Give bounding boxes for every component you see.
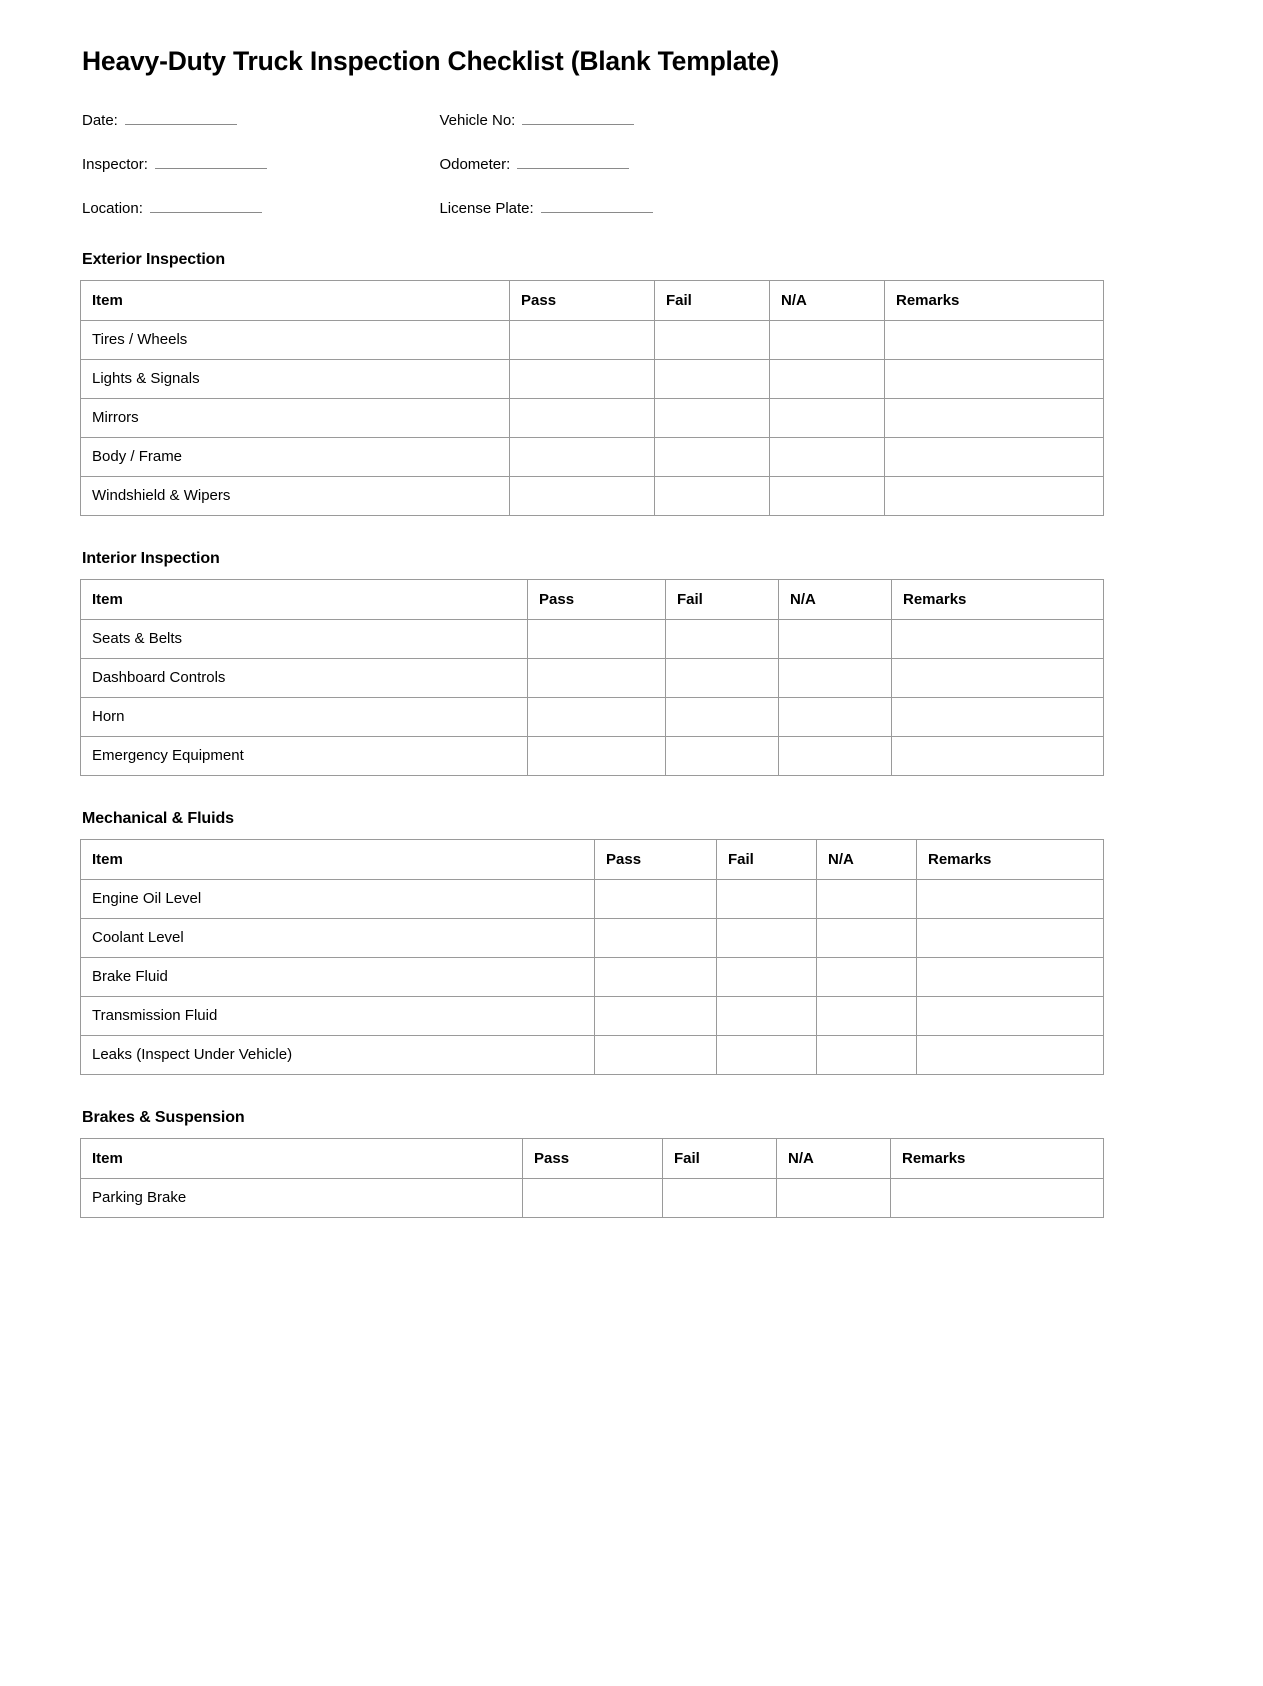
table-row (81, 1035, 1104, 1074)
fail-cell[interactable] (717, 879, 817, 918)
remarks-cell[interactable] (917, 996, 1104, 1035)
pass-cell[interactable] (510, 437, 655, 476)
column-header-fail: Fail (666, 579, 779, 619)
table-row (81, 697, 1104, 736)
item-label: Seats & Belts (81, 619, 528, 658)
item-label: Leaks (Inspect Under Vehicle) (81, 1035, 595, 1074)
pass-cell[interactable] (595, 957, 717, 996)
na-cell[interactable] (770, 320, 885, 359)
section-title-exterior: Exterior Inspection (82, 250, 226, 268)
na-cell[interactable] (779, 697, 892, 736)
column-header-remarks: Remarks (917, 839, 1104, 879)
fail-cell[interactable] (717, 1035, 817, 1074)
section-mechanical (80, 810, 1183, 1075)
column-header-remarks: Remarks (891, 1138, 1104, 1178)
remarks-cell[interactable] (917, 918, 1104, 957)
remarks-cell[interactable] (885, 476, 1104, 515)
column-header-na: N/A (817, 839, 917, 879)
header-field-row (82, 199, 782, 217)
field-vehicle-no (439, 111, 782, 129)
remarks-cell[interactable] (892, 619, 1104, 658)
pass-cell[interactable] (510, 476, 655, 515)
item-label: Transmission Fluid (81, 996, 595, 1035)
field-location-input[interactable] (150, 199, 262, 213)
na-cell[interactable] (817, 957, 917, 996)
column-header-fail: Fail (717, 839, 817, 879)
pass-cell[interactable] (528, 736, 666, 775)
remarks-cell[interactable] (892, 697, 1104, 736)
na-cell[interactable] (770, 359, 885, 398)
table-header-row (81, 839, 1104, 879)
table-row (81, 398, 1104, 437)
na-cell[interactable] (817, 918, 917, 957)
fail-cell[interactable] (717, 957, 817, 996)
checklist-table-exterior (80, 280, 1104, 516)
remarks-cell[interactable] (917, 879, 1104, 918)
pass-cell[interactable] (523, 1178, 663, 1217)
remarks-cell[interactable] (891, 1178, 1104, 1217)
na-cell[interactable] (777, 1178, 891, 1217)
column-header-na: N/A (779, 579, 892, 619)
field-odometer (439, 155, 782, 173)
field-inspector-label: Inspector: (82, 155, 148, 173)
column-header-pass: Pass (523, 1138, 663, 1178)
fail-cell[interactable] (666, 658, 779, 697)
na-cell[interactable] (779, 658, 892, 697)
checklist-table-mechanical (80, 839, 1104, 1075)
section-title-brakes: Brakes & Suspension (82, 1108, 245, 1126)
column-header-item: Item (81, 1138, 523, 1178)
pass-cell[interactable] (510, 359, 655, 398)
fail-cell[interactable] (717, 996, 817, 1035)
fail-cell[interactable] (655, 359, 770, 398)
column-header-item: Item (81, 579, 528, 619)
item-label: Dashboard Controls (81, 658, 528, 697)
remarks-cell[interactable] (885, 320, 1104, 359)
column-header-na: N/A (777, 1138, 891, 1178)
fail-cell[interactable] (666, 697, 779, 736)
item-label: Windshield & Wipers (81, 476, 510, 515)
field-date-label: Date: (82, 111, 118, 129)
table-row (81, 736, 1104, 775)
item-label: Body / Frame (81, 437, 510, 476)
pass-cell[interactable] (595, 996, 717, 1035)
item-label: Parking Brake (81, 1178, 523, 1217)
header-field-row (82, 155, 782, 173)
pass-cell[interactable] (595, 918, 717, 957)
checklist-table-brakes (80, 1138, 1104, 1218)
na-cell[interactable] (817, 996, 917, 1035)
field-odometer-label: Odometer: (439, 155, 511, 173)
item-label: Coolant Level (81, 918, 595, 957)
table-row (81, 918, 1104, 957)
item-label: Emergency Equipment (81, 736, 528, 775)
header-field-row (82, 111, 782, 129)
column-header-item: Item (81, 839, 595, 879)
field-location (82, 199, 439, 217)
table-row (81, 658, 1104, 697)
remarks-cell[interactable] (892, 658, 1104, 697)
pass-cell[interactable] (595, 1035, 717, 1074)
pass-cell[interactable] (528, 619, 666, 658)
na-cell[interactable] (817, 879, 917, 918)
pass-cell[interactable] (528, 697, 666, 736)
column-header-na: N/A (770, 280, 885, 320)
field-inspector (82, 155, 439, 173)
field-date (82, 111, 439, 129)
fail-cell[interactable] (717, 918, 817, 957)
na-cell[interactable] (770, 476, 885, 515)
section-interior (80, 550, 1183, 776)
table-row (81, 957, 1104, 996)
fail-cell[interactable] (655, 320, 770, 359)
table-row (81, 619, 1104, 658)
item-label: Brake Fluid (81, 957, 595, 996)
table-row (81, 359, 1104, 398)
remarks-cell[interactable] (917, 1035, 1104, 1074)
table-row (81, 996, 1104, 1035)
table-row (81, 437, 1104, 476)
fail-cell[interactable] (655, 437, 770, 476)
field-vehicle-no-input[interactable] (522, 111, 634, 125)
table-header-row (81, 579, 1104, 619)
item-label: Engine Oil Level (81, 879, 595, 918)
remarks-cell[interactable] (885, 437, 1104, 476)
field-inspector-input[interactable] (155, 155, 267, 169)
column-header-remarks: Remarks (892, 579, 1104, 619)
column-header-item: Item (81, 280, 510, 320)
table-header-row (81, 1138, 1104, 1178)
table-row (81, 1178, 1104, 1217)
column-header-pass: Pass (595, 839, 717, 879)
page-title: Heavy-Duty Truck Inspection Checklist (Blank Template) (82, 46, 780, 76)
column-header-pass: Pass (510, 280, 655, 320)
na-cell[interactable] (770, 437, 885, 476)
pass-cell[interactable] (510, 320, 655, 359)
field-license-plate-input[interactable] (541, 199, 653, 213)
section-title-interior: Interior Inspection (82, 549, 220, 567)
header-fields (82, 111, 782, 217)
table-row (81, 476, 1104, 515)
pass-cell[interactable] (528, 658, 666, 697)
checklist-table-interior (80, 579, 1104, 776)
fail-cell[interactable] (655, 476, 770, 515)
na-cell[interactable] (817, 1035, 917, 1074)
na-cell[interactable] (779, 736, 892, 775)
column-header-remarks: Remarks (885, 280, 1104, 320)
pass-cell[interactable] (595, 879, 717, 918)
fail-cell[interactable] (666, 736, 779, 775)
na-cell[interactable] (779, 619, 892, 658)
remarks-cell[interactable] (892, 736, 1104, 775)
item-label: Horn (81, 697, 528, 736)
column-header-fail: Fail (655, 280, 770, 320)
field-location-label: Location: (82, 199, 143, 217)
column-header-fail: Fail (663, 1138, 777, 1178)
remarks-cell[interactable] (917, 957, 1104, 996)
field-license-plate-label: License Plate: (439, 199, 534, 217)
item-label: Lights & Signals (81, 359, 510, 398)
table-header-row (81, 280, 1104, 320)
item-label: Tires / Wheels (81, 320, 510, 359)
field-odometer-input[interactable] (517, 155, 629, 169)
section-exterior (80, 251, 1183, 516)
field-vehicle-no-label: Vehicle No: (439, 111, 516, 129)
table-row (81, 879, 1104, 918)
section-title-mechanical: Mechanical & Fluids (82, 809, 234, 827)
field-date-input[interactable] (125, 111, 237, 125)
fail-cell[interactable] (666, 619, 779, 658)
section-brakes (80, 1109, 1183, 1218)
na-cell[interactable] (770, 398, 885, 437)
fail-cell[interactable] (655, 398, 770, 437)
field-license-plate (439, 199, 782, 217)
item-label: Mirrors (81, 398, 510, 437)
table-row (81, 320, 1104, 359)
pass-cell[interactable] (510, 398, 655, 437)
fail-cell[interactable] (663, 1178, 777, 1217)
column-header-pass: Pass (528, 579, 666, 619)
remarks-cell[interactable] (885, 398, 1104, 437)
remarks-cell[interactable] (885, 359, 1104, 398)
